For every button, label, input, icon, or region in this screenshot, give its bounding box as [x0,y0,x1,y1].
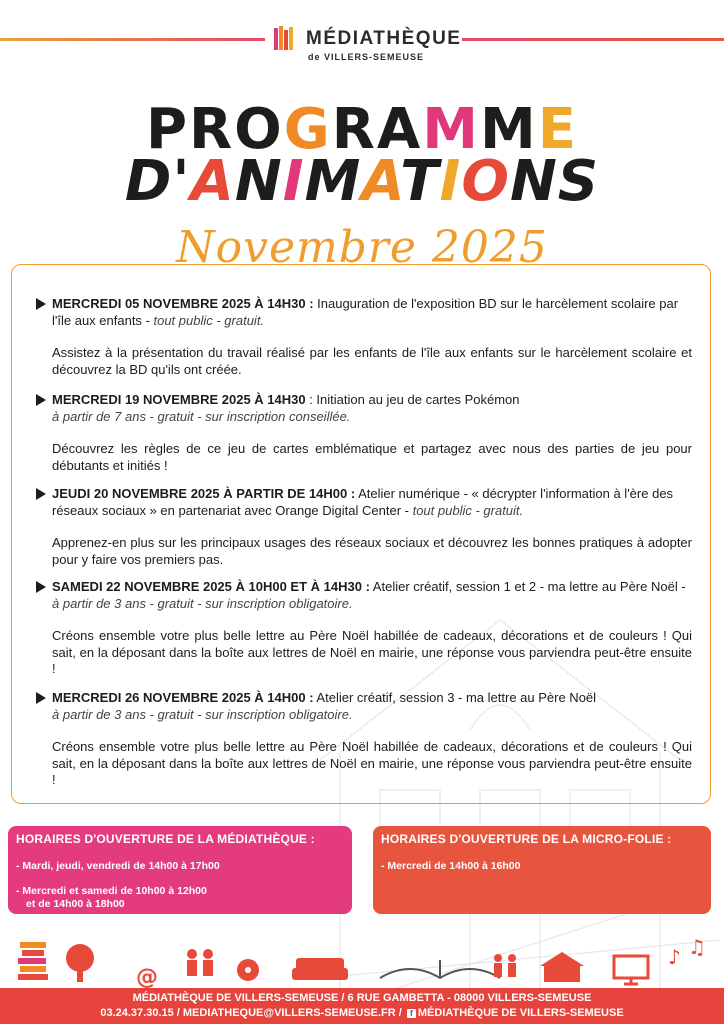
hours-item: - Mercredi et samedi de 10h00 à 12h00 et de 14h00 à 18h00 [16,885,207,910]
footer-contact: 03.24.37.30.15 / MEDIATHEQUE@VILLERS-SEMEUSE.FR / f MÉDIATHÈQUE DE VILLERS-SEMEUSE [100,1007,624,1019]
event-5 [36,690,692,789]
music-notes-icon [668,935,706,969]
at-icon: @ [136,965,158,988]
hours-microfolie-box [373,826,711,914]
cd-icon [237,959,259,981]
bullet-triangle-icon [36,298,46,310]
event-audience: à partir de 3 ans - gratuit - sur inscription obligatoire. [52,595,353,611]
month-title: Novembre 2025 [176,222,548,273]
event-audience: à partir de 3 ans - gratuit - sur inscription obligatoire. [52,706,353,722]
event-description: Assistez à la présentation du travail réalisé par les enfants de l'île aux enfants sur le harcèlement scolaire et découvrez la BD qu'ils ont créée. [52,345,692,377]
event-title: Atelier créatif, session 1 et 2 - ma lettre au Père Noël - [369,579,686,594]
open-book-icon [380,960,500,978]
bullet-triangle-icon [36,394,46,406]
bullet-triangle-icon [36,488,46,500]
mediatheque-logo [272,22,462,66]
event-title: Inauguration de l'exposition BD sur le harcèlement scolaire par l'île aux enfants - [52,296,679,328]
event-audience: à partir de 7 ans - gratuit - sur inscription conseillée. [52,408,351,424]
facebook-icon: f [407,1009,416,1018]
logo-name: MÉDIATHÈQUE [306,28,462,49]
title-line-1: PROGRAMME [146,97,578,162]
hours-mediatheque-title: HORAIRES D'OUVERTURE DE LA MÉDIATHÈQUE : [16,832,315,846]
event-date: JEUDI 20 NOVEMBRE 2025 À PARTIR DE 14H00 : [52,486,356,501]
title-line-2: D'ANIMATIONS [124,149,600,214]
event-description: Découvrez les règles de ce jeu de cartes emblématique et partagez avec nous des parties de jeu pour débutants et initiés ! [52,441,692,473]
event-2 [36,392,692,474]
school-icon [540,952,584,982]
bullet-triangle-icon [36,581,46,593]
header-rule-left [0,38,265,41]
footer-icons-strip [0,930,724,988]
event-title: : Initiation au jeu de cartes Pokémon [305,392,520,407]
hours-mediatheque-box [8,826,352,914]
tree-icon [66,944,94,982]
hours-item: - Mercredi de 14h00 à 16h00 [381,860,521,872]
children-icon [187,949,213,976]
event-audience: tout public - gratuit. [153,312,265,328]
event-description: Apprenez-en plus sur les principaux usages des réseaux sociaux et découvrez les bonnes pratiques à adopter pour y faire vos premiers pas. [52,535,692,567]
event-1 [36,296,692,378]
event-audience: tout public - gratuit. [412,502,524,518]
event-4 [36,579,692,678]
bullet-triangle-icon [36,692,46,704]
monitor-icon [614,956,648,984]
hours-microfolie-title: HORAIRES D'OUVERTURE DE LA MICRO-FOLIE : [381,832,672,846]
event-date: MERCREDI 05 NOVEMBRE 2025 À 14H30 : [52,296,314,311]
event-date: MERCREDI 19 NOVEMBRE 2025 À 14H30 [52,392,306,407]
event-date: MERCREDI 26 NOVEMBRE 2025 À 14H00 : [52,690,314,705]
svg-text:♪: ♪ [668,945,681,969]
footer-address: MÉDIATHÈQUE DE VILLERS-SEMEUSE / 6 RUE GAMBETTA - 08000 VILLERS-SEMEUSE [132,992,592,1004]
sofa-icon [292,958,348,980]
svg-text:♫: ♫ [688,935,706,959]
books-stack-icon [18,942,48,980]
event-title: Atelier numérique - « décrypter l'information à l'ère des réseaux sociaux » en partenariat avec Orange Digital Center - [52,486,674,518]
books-logo-icon [274,26,302,50]
event-date: SAMEDI 22 NOVEMBRE 2025 À 10H00 ET À 14H30 : [52,579,370,594]
event-description: Créons ensemble votre plus belle lettre au Père Noël habillée de cadeaux, décorations et de couleurs ! Qui sait, en la déposant dans la boîte aux lettres de Noël en mairie, une réponse vous parviendra peut-être ensuite ! [52,628,692,676]
event-3 [36,486,692,568]
hours-item: - Mardi, jeudi, vendredi de 14h00 à 17h00 [16,860,220,872]
logo-subtitle: de VILLERS-SEMEUSE [308,52,425,62]
header-rule-right [462,38,724,41]
event-title: Atelier créatif, session 3 - ma lettre au Père Noël [313,690,597,705]
footer-bar [0,988,724,1024]
hikers-icon [494,954,516,977]
event-description: Créons ensemble votre plus belle lettre au Père Noël habillée de cadeaux, décorations et de couleurs ! Qui sait, en la déposant dans la boîte aux lettres de Noël en mairie, une réponse vous parviendra peut-être ensuite ! [52,739,692,787]
